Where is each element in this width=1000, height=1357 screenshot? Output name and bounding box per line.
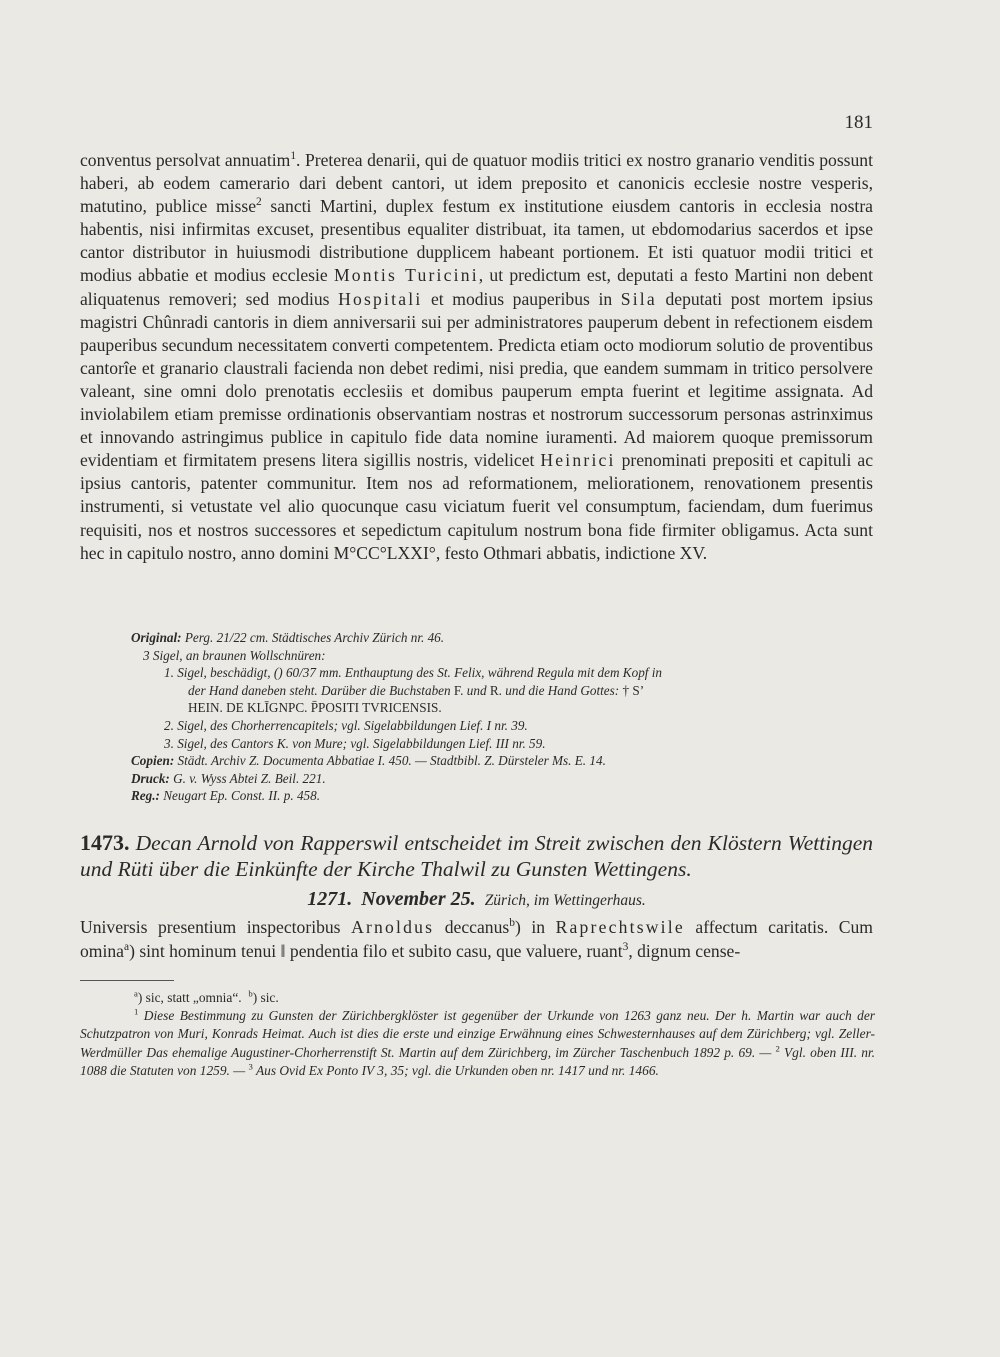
note-sigel-legend: HEIN. DE KLĪGNPC. P̄POSITI TVRICENSIS.	[188, 700, 442, 716]
note-druck: Druck: G. v. Wyss Abtei Z. Beil. 221.	[131, 770, 326, 786]
page-number: 181	[844, 112, 873, 133]
note-reg: Reg.: Neugart Ep. Const. II. p. 458.	[131, 788, 321, 804]
note-copien: Copien: Städt. Archiv Z. Documenta Abbatiae I. 450. — Stadtbibl. Z. Dürsteler Ms. E. 14.	[131, 753, 606, 769]
note-sigel-1-cont: der Hand daneben steht. Darüber die Buchstaben F. und R. und die Hand Gottes: † S’	[188, 682, 645, 698]
main-text	[80, 149, 873, 565]
note-sigel: 3 Sigel, an braunen Wollschnüren:	[143, 647, 326, 663]
note-sigel-1: 1. Sigel, beschädigt, () 60/37 mm. Enthauptung des St. Felix, während Regula mit dem Kopf in	[164, 665, 663, 681]
main-paragraph: conventus persolvat annuatim$^1$. Preterea denarii, qui de quatuor modiis tritici ex nostro granario venditis possunt haberi, ab eodem camerario dari debent cantori, ut idem preposito et canonicis ecclesie nostre vesperis, matutino, publice misse$^2$ sancti Martini, duplex festum ex institutione eiusdem cantoris in ecclesia nostra habentis, nisi infirmitas excuset, presentibus equaliter distribuat, ita tamen, ut ebdomodarius sacerdos et ipse cantor distributor in huiusmodi distributione dupplicem habeant portionem. Et isti quatuor modii tritici et modius abbatie et modius ecclesie Montis Turicini, ut predictum est, deputati a festo Martini non debent aliquatenus removeri; sed modius Hospitali et modius pauperibus in Sila deputati post mortem ipsius magistri Chûnradi cantoris in diem anniversarii sui per administratores pauperum debent in refectionem eisdem pauperibus secundum necessitatem converti competentem. Predicta etiam octo modiorum solutio de proventibus cantorîe et granario claustrali facienda non debet redimi, nisi predia, que eandem summam in tritico persolvere valeant, sine omni dolo prenotatis ecclesiis et domibus pauperum empta fuerint et legitime assignata. Ad inviolabilem etiam premisse ordinationis observantiam nostras et nostrorum successorum personas astrinximus et innovando astringimus publice in capitulo fide data nomine iuramenti. Ad maiorem quoque premissorum evidentiam et firmitatem presens litera sigillis nostris, videlicet Heinrici prenominati prepositi et capituli ac ipsius cantoris, patenter communitur. Item nos ad reformationem, meliorationem, renovationem presentis instrumenti, si vetustate vel alio quocunque casu viciatum fuerit vel consumptum, faciendam, dum fuerimus requisiti, nos et nostros successores et sepedictum capitulum nostrum bona fide firmiter obligamus. Acta sunt hec in capitulo nostro, anno domini M°CC°LXXI°, festo Othmari abbatis, indictione XV.	[80, 150, 874, 563]
document-heading: 1473. Decan Arnold von Rapperswil entscheidet im Streit zwischen den Klöstern Wettingen und Rüti über die Einkünfte der Kirche Thalwil zu Gunsten Wettingens.	[80, 830, 873, 881]
archival-notes	[131, 629, 876, 805]
note-sigel-2: 2. Sigel, des Chorherrencapitels; vgl. Sigelabbildungen Lief. I nr. 39.	[164, 717, 528, 733]
document-date: 1271. November 25. Zürich, im Wettingerhaus.	[307, 888, 646, 910]
footnote-divider	[80, 980, 174, 981]
note-sigel-3: 3. Sigel, des Cantors K. von Mure; vgl. Sigelabbildungen Lief. III nr. 59.	[164, 735, 546, 751]
note-original: Original: Perg. 21/22 cm. Städtisches Archiv Zürich nr. 46.	[131, 630, 445, 645]
document-text: Universis presentium inspectoribus Arnoldus deccanus$^b$) in Raprechtswile affectum caritatis. Cum omina$^a$) sint hominum tenui ‖ pendentia filo et subito casu, que valuere, ruant$^3$, dignum cense-	[80, 917, 873, 961]
footnote-numbered: $^1$ Diese Bestimmung zu Gunsten der Zürichbergklöster ist gegenüber der Urkunde von 1263 ganz neu. Der h. Martin war auch der Schutzpatron von Muri, Konrads Heimat. Auch ist dies die erste und einzige Erwähnung eines Schwesternhauses auf dem Zürichberg; vgl. Zeller-Werdmüller Das ehemalige Augustiner-Chorherrenstift St. Martin auf dem Zürichberg, im Zürcher Taschenbuch 1892 p. 69. — $^2$ Vgl. oben III. nr. 1088 die Statuten von 1259. — $^3$ Aus Ovid Ex Ponto IV 3, 35; vgl. die Urkunden oben nr. 1417 und nr. 1466.	[80, 1006, 875, 1078]
footnote-ab: $^a$) sic, statt „omnia“. $^b$) sic.	[134, 988, 279, 1005]
footnotes	[80, 989, 875, 1080]
